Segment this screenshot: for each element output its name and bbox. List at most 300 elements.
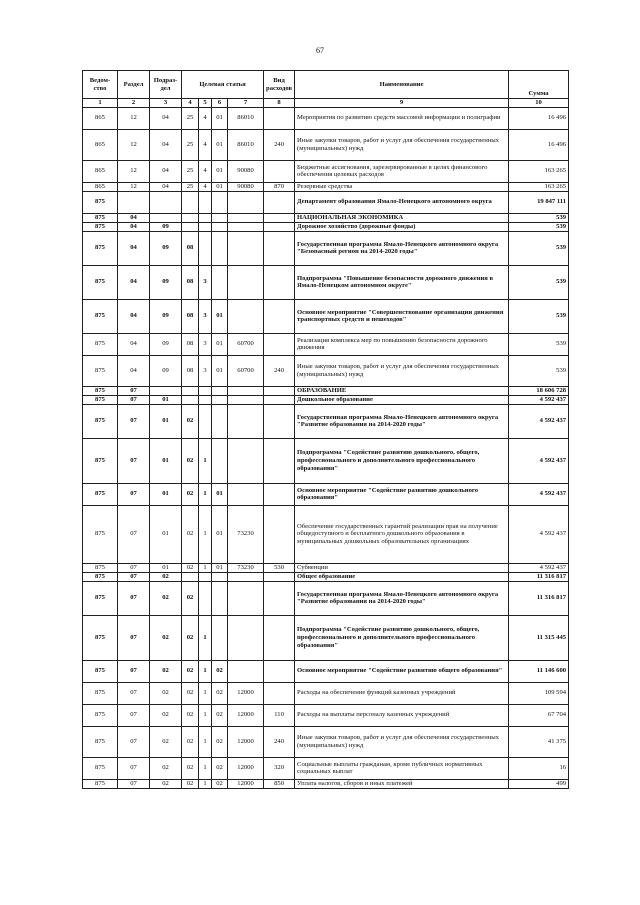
cell-target-program: 08 [182,231,199,265]
cell-podrazdel: 02 [150,615,182,660]
column-number-row [83,99,569,108]
cell-vedomstvo: 875 [83,395,118,404]
cell-target-subprogram: 1 [199,682,212,704]
cell-podrazdel: 09 [150,355,182,386]
cell-target-subprogram: 1 [199,563,212,572]
cell-vedomstvo: 875 [83,386,118,395]
budget-table [82,70,569,789]
cell-vid-rashodov [264,404,295,438]
col-header-vid: Вид расходов [264,71,295,99]
cell-vid-rashodov: 240 [264,726,295,757]
cell-vid-rashodov [264,231,295,265]
cell-vid-rashodov [264,682,295,704]
cell-target-program: 02 [182,563,199,572]
cell-vedomstvo: 875 [83,682,118,704]
cell-target-activity: 01 [212,182,228,191]
table-row [83,222,569,231]
table-row [83,779,569,788]
cell-name: Уплата налогов, сборов и иных платежей [295,779,509,788]
cell-name: Социальные выплаты гражданам, кроме публичных нормативных социальных выплат [295,757,509,779]
cell-target-activity: 01 [212,107,228,129]
cell-vid-rashodov [264,299,295,333]
cell-podrazdel: 02 [150,757,182,779]
cell-sum: 11 316 817 [509,581,569,615]
cell-podrazdel: 01 [150,563,182,572]
cell-name: Дошкольное образование [295,395,509,404]
cell-podrazdel: 02 [150,726,182,757]
table-row [83,265,569,299]
cell-sum: 4 592 437 [509,563,569,572]
cell-razdel: 04 [118,355,150,386]
cell-target-direction [228,581,264,615]
cell-target-direction: 60700 [228,333,264,355]
cell-vedomstvo: 875 [83,265,118,299]
col-header-razdel: Раздел [118,71,150,99]
cell-vedomstvo: 875 [83,726,118,757]
cell-target-program [182,572,199,581]
cell-target-direction: 12000 [228,726,264,757]
cell-name: Основное мероприятие "Содействие развитию дошкольного образования" [295,483,509,505]
cell-vid-rashodov [264,222,295,231]
cell-target-program: 02 [182,483,199,505]
cell-sum: 16 496 [509,129,569,160]
cell-target-program [182,213,199,222]
cell-podrazdel: 01 [150,505,182,563]
cell-podrazdel [150,213,182,222]
table-row [83,129,569,160]
col-number: 6 [212,99,228,108]
cell-target-direction [228,660,264,682]
cell-name: Государственная программа Ямало-Ненецкого автономного округа "Развитие образования на 2014-2020 годы" [295,404,509,438]
cell-razdel: 12 [118,129,150,160]
cell-target-subprogram [199,213,212,222]
cell-name: Дорожное хозяйство (дорожные фонды) [295,222,509,231]
cell-target-direction [228,222,264,231]
cell-sum: 539 [509,355,569,386]
cell-razdel: 07 [118,779,150,788]
cell-vedomstvo: 875 [83,438,118,483]
col-number: 2 [118,99,150,108]
cell-razdel: 07 [118,704,150,726]
cell-target-direction [228,386,264,395]
cell-target-subprogram: 3 [199,333,212,355]
cell-razdel: 12 [118,182,150,191]
cell-sum: 499 [509,779,569,788]
cell-vid-rashodov [264,438,295,483]
cell-sum: 163 265 [509,160,569,182]
table-row [83,160,569,182]
cell-target-direction: 86010 [228,129,264,160]
cell-target-activity [212,581,228,615]
page-number: 67 [316,46,324,55]
cell-name: Подпрограмма "Содействие развитию дошкольного, общего, профессионального и дополнительного профессионального образования" [295,438,509,483]
table-row [83,704,569,726]
cell-razdel: 07 [118,572,150,581]
cell-target-direction [228,615,264,660]
cell-vid-rashodov: 240 [264,129,295,160]
cell-target-direction: 12000 [228,779,264,788]
cell-sum: 539 [509,333,569,355]
table-row [83,660,569,682]
cell-target-subprogram: 1 [199,615,212,660]
cell-target-program: 02 [182,505,199,563]
cell-name: Основное мероприятие "Совершенствование организации движения транспортных средств и пешеходов" [295,299,509,333]
cell-target-direction: 73230 [228,563,264,572]
cell-target-direction: 73230 [228,505,264,563]
table-row [83,107,569,129]
cell-vedomstvo: 875 [83,213,118,222]
cell-sum: 163 265 [509,182,569,191]
cell-sum: 11 315 445 [509,615,569,660]
cell-target-direction [228,395,264,404]
cell-target-activity: 02 [212,682,228,704]
cell-vedomstvo: 875 [83,704,118,726]
cell-target-activity: 01 [212,483,228,505]
cell-target-activity: 01 [212,333,228,355]
cell-sum: 11 316 817 [509,572,569,581]
cell-name: НАЦИОНАЛЬНАЯ ЭКОНОМИКА [295,213,509,222]
cell-vedomstvo: 875 [83,483,118,505]
cell-podrazdel: 02 [150,581,182,615]
cell-target-subprogram [199,386,212,395]
cell-sum: 4 592 437 [509,505,569,563]
col-header-target: Целевая статья [182,71,264,99]
cell-target-subprogram [199,572,212,581]
cell-target-program: 02 [182,682,199,704]
cell-vedomstvo: 875 [83,191,118,213]
cell-target-subprogram [199,222,212,231]
cell-target-activity: 01 [212,505,228,563]
cell-target-program: 02 [182,615,199,660]
cell-vid-rashodov [264,505,295,563]
cell-vedomstvo: 865 [83,129,118,160]
cell-target-subprogram [199,395,212,404]
table-row [83,231,569,265]
table-row [83,505,569,563]
cell-razdel: 04 [118,299,150,333]
cell-target-direction: 90080 [228,182,264,191]
col-number: 9 [295,99,509,108]
cell-sum: 11 146 600 [509,660,569,682]
cell-target-direction [228,299,264,333]
cell-vid-rashodov: 110 [264,704,295,726]
cell-target-program: 02 [182,660,199,682]
cell-sum: 109 594 [509,682,569,704]
cell-target-subprogram: 1 [199,438,212,483]
cell-target-subprogram: 3 [199,299,212,333]
cell-target-program: 25 [182,160,199,182]
cell-podrazdel: 04 [150,160,182,182]
table-row [83,213,569,222]
cell-target-subprogram: 1 [199,726,212,757]
cell-razdel: 07 [118,386,150,395]
cell-razdel: 04 [118,333,150,355]
cell-target-activity: 02 [212,660,228,682]
cell-razdel: 12 [118,107,150,129]
table-row [83,615,569,660]
cell-podrazdel: 04 [150,129,182,160]
table-row [83,395,569,404]
cell-vid-rashodov [264,483,295,505]
cell-target-direction: 90080 [228,160,264,182]
cell-vedomstvo: 875 [83,563,118,572]
cell-name: Подпрограмма "Содействие развитию дошкольного, общего, профессионального и дополнительного профессионального образования" [295,615,509,660]
cell-podrazdel: 01 [150,483,182,505]
cell-target-activity: 02 [212,757,228,779]
col-number: 1 [83,99,118,108]
cell-razdel: 07 [118,726,150,757]
cell-vid-rashodov: 530 [264,563,295,572]
cell-target-program: 02 [182,581,199,615]
cell-target-program: 25 [182,107,199,129]
col-number: 8 [264,99,295,108]
cell-sum: 4 592 437 [509,395,569,404]
cell-target-subprogram: 1 [199,779,212,788]
cell-target-subprogram: 3 [199,355,212,386]
cell-target-subprogram [199,231,212,265]
cell-name: Подпрограмма "Повышение безопасности дорожного движения в Ямало-Ненецком автономном округе" [295,265,509,299]
cell-name: Бюджетные ассигнования, зарезервированные в целях финансового обеспечения целевых расходов [295,160,509,182]
cell-target-activity [212,386,228,395]
cell-target-subprogram: 1 [199,483,212,505]
cell-target-activity [212,222,228,231]
cell-target-direction: 86010 [228,107,264,129]
cell-vid-rashodov [264,160,295,182]
cell-target-subprogram: 4 [199,160,212,182]
cell-podrazdel: 02 [150,704,182,726]
cell-vid-rashodov: 850 [264,779,295,788]
cell-name: Иные закупки товаров, работ и услуг для обеспечения государственных (муниципальных) нужд [295,355,509,386]
cell-target-subprogram [199,581,212,615]
cell-vedomstvo: 875 [83,231,118,265]
cell-target-program: 08 [182,265,199,299]
cell-podrazdel [150,386,182,395]
cell-sum: 67 704 [509,704,569,726]
cell-target-program [182,395,199,404]
cell-target-program: 02 [182,726,199,757]
cell-target-subprogram: 3 [199,265,212,299]
cell-podrazdel: 02 [150,660,182,682]
cell-sum: 16 496 [509,107,569,129]
cell-sum: 539 [509,299,569,333]
cell-podrazdel: 02 [150,572,182,581]
col-number: 4 [182,99,199,108]
cell-vedomstvo: 875 [83,505,118,563]
cell-target-activity [212,404,228,438]
cell-target-direction: 12000 [228,682,264,704]
cell-podrazdel: 09 [150,265,182,299]
cell-target-activity: 01 [212,355,228,386]
table-row [83,386,569,395]
cell-podrazdel: 09 [150,333,182,355]
col-header-sum: Сумма [509,71,569,99]
cell-podrazdel: 01 [150,395,182,404]
table-row [83,333,569,355]
cell-podrazdel: 04 [150,107,182,129]
cell-name: Мероприятия по развитию средств массовой информации и полиграфии [295,107,509,129]
table-row [83,355,569,386]
cell-target-program: 02 [182,438,199,483]
cell-vedomstvo: 875 [83,757,118,779]
table-row [83,299,569,333]
cell-name: Государственная программа Ямало-Ненецкого автономного округа "Безопасный регион на 2014-2020 годы" [295,231,509,265]
cell-vid-rashodov [264,107,295,129]
cell-sum: 539 [509,213,569,222]
cell-podrazdel: 01 [150,404,182,438]
cell-target-direction [228,438,264,483]
cell-vid-rashodov [264,395,295,404]
cell-razdel: 04 [118,213,150,222]
cell-sum: 4 592 437 [509,404,569,438]
cell-vedomstvo: 875 [83,572,118,581]
col-header-podrazdel: Подраз-дел [150,71,182,99]
cell-razdel: 07 [118,757,150,779]
cell-vid-rashodov [264,333,295,355]
cell-razdel: 07 [118,660,150,682]
cell-vedomstvo: 875 [83,615,118,660]
cell-vedomstvo: 875 [83,404,118,438]
col-header-vedomstvo: Ведом-ство [83,71,118,99]
cell-podrazdel: 09 [150,231,182,265]
cell-target-activity: 02 [212,704,228,726]
cell-sum: 4 592 437 [509,438,569,483]
cell-target-direction [228,191,264,213]
cell-vid-rashodov: 240 [264,355,295,386]
cell-target-activity [212,615,228,660]
cell-vid-rashodov [264,265,295,299]
table-row [83,563,569,572]
cell-vid-rashodov [264,191,295,213]
cell-target-direction [228,213,264,222]
cell-vid-rashodov [264,572,295,581]
cell-target-subprogram: 1 [199,505,212,563]
cell-target-activity [212,191,228,213]
cell-vid-rashodov [264,581,295,615]
table-row [83,757,569,779]
cell-target-program [182,386,199,395]
cell-target-subprogram: 4 [199,107,212,129]
cell-name: Обеспечение государственных гарантий реализации прав на получение общедоступного и бесплатного дошкольного образования в муниципальных дошкольных образовательных организациях [295,505,509,563]
col-number: 5 [199,99,212,108]
table-row [83,483,569,505]
cell-target-direction [228,572,264,581]
cell-target-subprogram: 1 [199,660,212,682]
col-header-name: Наименование [295,71,509,99]
cell-target-activity: 01 [212,299,228,333]
table-row [83,581,569,615]
cell-vedomstvo: 875 [83,333,118,355]
cell-target-subprogram: 4 [199,182,212,191]
cell-target-program: 25 [182,182,199,191]
cell-name: Реализация комплекса мер по повышению безопасности дорожного движения [295,333,509,355]
cell-name: Основное мероприятие "Содействие развитию общего образования" [295,660,509,682]
table-row [83,404,569,438]
cell-sum: 539 [509,222,569,231]
cell-name: Иные закупки товаров, работ и услуг для обеспечения государственных (муниципальных) нужд [295,726,509,757]
cell-razdel [118,191,150,213]
cell-name: ОБРАЗОВАНИЕ [295,386,509,395]
header-row [83,71,569,99]
cell-name: Общее образование [295,572,509,581]
cell-vedomstvo: 865 [83,182,118,191]
cell-name: Расходы на обеспечение функций казенных учреждений [295,682,509,704]
cell-vid-rashodov: 870 [264,182,295,191]
cell-vedomstvo: 875 [83,581,118,615]
cell-name: Иные закупки товаров, работ и услуг для обеспечения государственных (муниципальных) нужд [295,129,509,160]
cell-razdel: 07 [118,483,150,505]
cell-podrazdel: 09 [150,299,182,333]
cell-podrazdel: 09 [150,222,182,231]
cell-razdel: 04 [118,231,150,265]
cell-target-activity [212,265,228,299]
table-row [83,182,569,191]
cell-name: Государственная программа Ямало-Ненецкого автономного округа "Развитие образования на 2014-2020 годы" [295,581,509,615]
cell-razdel: 07 [118,395,150,404]
cell-target-program: 25 [182,129,199,160]
cell-target-activity: 02 [212,779,228,788]
cell-target-activity [212,395,228,404]
cell-razdel: 07 [118,505,150,563]
cell-sum: 19 847 111 [509,191,569,213]
col-number: 7 [228,99,264,108]
cell-sum: 4 592 437 [509,483,569,505]
cell-target-direction [228,404,264,438]
cell-target-direction [228,231,264,265]
cell-vid-rashodov [264,386,295,395]
table-row [83,572,569,581]
table-row [83,191,569,213]
cell-razdel: 07 [118,438,150,483]
cell-target-program: 02 [182,704,199,726]
col-number: 10 [509,99,569,108]
cell-target-program: 02 [182,757,199,779]
cell-vedomstvo: 875 [83,299,118,333]
cell-target-program: 02 [182,404,199,438]
cell-razdel: 12 [118,160,150,182]
cell-target-program: 02 [182,779,199,788]
cell-razdel: 07 [118,404,150,438]
cell-target-direction: 12000 [228,704,264,726]
cell-podrazdel: 02 [150,779,182,788]
cell-target-program [182,222,199,231]
cell-target-subprogram [199,191,212,213]
cell-vedomstvo: 875 [83,779,118,788]
cell-target-activity: 01 [212,563,228,572]
cell-vedomstvo: 875 [83,222,118,231]
cell-name: Резервные средства [295,182,509,191]
cell-target-program: 08 [182,299,199,333]
cell-razdel: 04 [118,265,150,299]
cell-target-subprogram: 1 [199,704,212,726]
cell-target-program: 08 [182,355,199,386]
cell-target-activity [212,213,228,222]
cell-name: Департамент образования Ямало-Ненецкого автономного округа [295,191,509,213]
cell-podrazdel: 01 [150,438,182,483]
cell-podrazdel: 02 [150,682,182,704]
cell-razdel: 07 [118,581,150,615]
cell-razdel: 07 [118,615,150,660]
cell-vedomstvo: 875 [83,355,118,386]
cell-target-activity: 01 [212,129,228,160]
cell-target-activity: 02 [212,726,228,757]
cell-target-direction: 12000 [228,757,264,779]
cell-target-subprogram: 4 [199,129,212,160]
cell-target-subprogram [199,404,212,438]
cell-sum: 16 [509,757,569,779]
table-row [83,726,569,757]
cell-target-direction: 60700 [228,355,264,386]
table-row [83,682,569,704]
